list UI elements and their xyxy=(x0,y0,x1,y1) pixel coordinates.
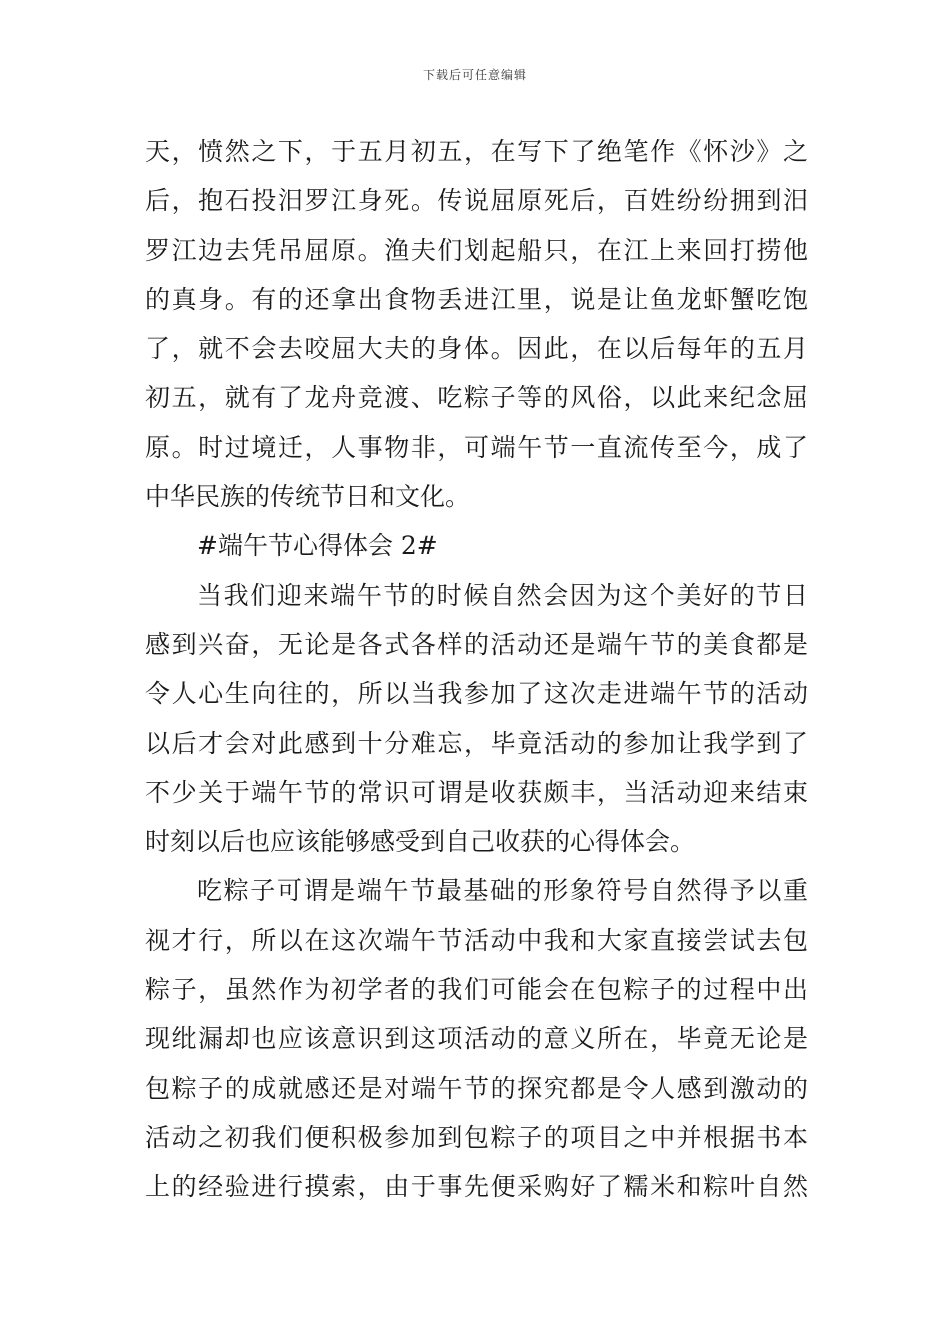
text-line: 不少关于端午节的常识可谓是收获颇丰，当活动迎来结束 xyxy=(145,777,808,807)
text-line: 的真身。有的还拿出食物丢进江里，说是让鱼龙虾蟹吃饱 xyxy=(145,284,808,314)
text-line: 时刻以后也应该能够感受到自己收获的心得体会。 xyxy=(145,827,696,857)
text-line: 后，抱石投汨罗江身死。传说屈原死后，百姓纷纷拥到汨 xyxy=(145,186,808,216)
paragraph-first-line: 当我们迎来端午节的时候自然会因为这个美好的节日 xyxy=(197,580,808,610)
text-line: 罗江边去凭吊屈原。渔夫们划起船只，在江上来回打捞他 xyxy=(145,235,808,265)
paragraph-first-line: 吃粽子可谓是端午节最基础的形象符号自然得予以重 xyxy=(197,876,808,906)
section-heading: #端午节心得体会 2# xyxy=(197,531,438,561)
text-line: 了，就不会去咬屈大夫的身体。因此，在以后每年的五月 xyxy=(145,334,808,364)
text-line: 视才行，所以在这次端午节活动中我和大家直接尝试去包 xyxy=(145,925,808,955)
text-line: 以后才会对此感到十分难忘，毕竟活动的参加让我学到了 xyxy=(145,728,808,758)
text-line: 令人心生向往的，所以当我参加了这次走进端午节的活动 xyxy=(145,679,808,709)
text-line: 天，愤然之下，于五月初五，在写下了绝笔作《怀沙》之 xyxy=(145,137,808,166)
text-line: 上的经验进行摸索，由于事先便采购好了糯米和粽叶自然 xyxy=(145,1172,808,1202)
text-line: 粽子，虽然作为初学者的我们可能会在包粽子的过程中出 xyxy=(145,975,808,1005)
document-body xyxy=(145,127,808,1212)
text-line: 包粽子的成就感还是对端午节的探究都是令人感到激动的 xyxy=(145,1073,808,1103)
text-line: 现纰漏却也应该意识到这项活动的意义所在，毕竟无论是 xyxy=(145,1024,808,1054)
text-line: 感到兴奋，无论是各式各样的活动还是端午节的美食都是 xyxy=(145,629,808,659)
text-line: 活动之初我们便积极参加到包粽子的项目之中并根据书本 xyxy=(145,1122,808,1152)
text-line: 初五，就有了龙舟竞渡、吃粽子等的风俗，以此来纪念屈 xyxy=(145,383,808,413)
text-line: 原。时过境迁，人事物非，可端午节一直流传至今，成了 xyxy=(145,432,808,462)
page-header: 下载后可任意编辑 xyxy=(422,68,527,82)
text-line: 中华民族的传统节日和文化。 xyxy=(145,482,471,512)
